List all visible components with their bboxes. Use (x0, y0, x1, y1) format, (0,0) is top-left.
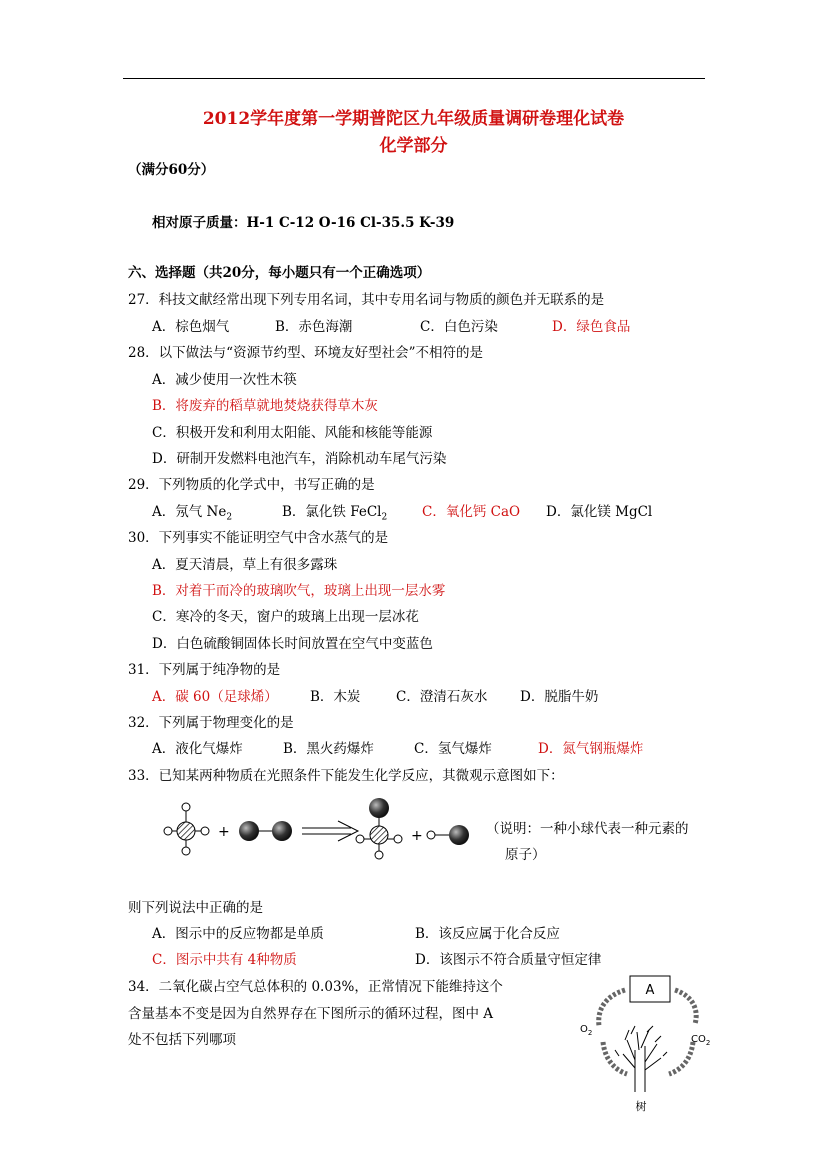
arrow-left-icon (599, 990, 625, 1026)
q33-option-a: A．图示中的反应物都是单质 (152, 926, 324, 942)
arrow-bottom-left-icon (603, 1042, 627, 1074)
q29-stem: 29．下列物质的化学式中，书写正确的是 (128, 477, 375, 493)
q31-stem: 31．下列属于纯净物的是 (128, 662, 281, 678)
plus-sign-2: + (411, 828, 423, 844)
q33-then: 则下列说法中正确的是 (128, 900, 263, 916)
reaction-diagram (155, 795, 495, 865)
atomic-mass: 相对原子质量：H-1 C-12 O-16 Cl-35.5 K-39 (152, 215, 455, 231)
arrow-right-icon (675, 990, 696, 1024)
q33-stem: 33．已知某两种物质在光照条件下能发生化学反应，其微观示意图如下： (128, 768, 564, 784)
q34-line2: 含量基本不变是因为自然界存在下图所示的循环过程，图中 A (128, 1006, 494, 1022)
q27-option-b: B．赤色海潮 (275, 319, 353, 335)
q31-option-d: D．脱脂牛奶 (520, 689, 599, 705)
q29-option-a: A．氖气 $Ne_2$ (152, 504, 233, 523)
o2-label: $O_2$ (580, 1024, 593, 1037)
q33-note-line1: （说明：一种小球代表一种元素的 (486, 821, 689, 837)
reactant-molecule-1 (164, 803, 209, 855)
q27-option-a: A．棕色烟气 (152, 319, 230, 335)
plus-sign-1: + (218, 824, 230, 840)
q30-option-c: C．寒冷的冬天，窗户的玻璃上出现一层冰花 (152, 609, 419, 625)
q28-option-b: B．将废弃的稻草就地焚烧获得草木灰 (152, 398, 378, 414)
q33-option-b: B．该反应属于化合反应 (415, 926, 560, 942)
product-molecule-2 (427, 825, 469, 845)
q29-option-d: D．氯化镁 MgCl (546, 504, 653, 520)
q32-option-d: D．氮气钢瓶爆炸 (538, 741, 644, 757)
top-rule (123, 78, 705, 79)
q27-option-c: C．白色污染 (420, 319, 498, 335)
q33-option-d: D．该图示不符合质量守恒定律 (415, 952, 602, 968)
tree-icon (615, 1026, 667, 1092)
full-score: （满分60分） (128, 162, 215, 178)
reactant-molecule-2 (239, 821, 292, 841)
tree-label: 树 (635, 1100, 647, 1113)
q34-line3: 处不包括下列哪项 (128, 1032, 236, 1048)
q30-option-a: A．夏天清晨，草上有很多露珠 (152, 557, 338, 573)
q28-option-c: C．积极开发和利用太阳能、风能和核能等能源 (152, 425, 433, 441)
box-a-label: A (645, 983, 655, 998)
co2-label: $CO_2$ (691, 1034, 711, 1047)
q33-note-line2: 原子） (505, 847, 546, 863)
carbon-cycle-diagram (575, 970, 725, 1120)
q28-stem: 28．以下做法与“资源节约型、环境友好型社会”不相符的是 (128, 345, 483, 361)
q33-option-c: C．图示中共有 4种物质 (152, 952, 297, 968)
q27-stem: 27．科技文献经常出现下列专用名词，其中专用名词与物质的颜色并无联系的是 (128, 292, 605, 308)
section-heading: 六、选择题（共20分，每小题只有一个正确选项） (128, 265, 431, 281)
page-subtitle: 化学部分 (379, 136, 448, 156)
reaction-arrow (302, 821, 358, 841)
q30-option-d: D．白色硫酸铜固体长时间放置在空气中变蓝色 (152, 636, 433, 652)
q32-stem: 32．下列属于物理变化的是 (128, 715, 294, 731)
q28-option-d: D．研制开发燃料电池汽车，消除机动车尾气污染 (152, 451, 447, 467)
q32-option-a: A．液化气爆炸 (152, 741, 243, 757)
q32-option-b: B．黑火药爆炸 (283, 741, 374, 757)
q34-line1: 34．二氧化碳占空气总体积的 0.03%，正常情况下能维持这个 (128, 979, 503, 995)
q32-option-c: C．氢气爆炸 (414, 741, 492, 757)
q29-option-c: C．氧化钙 CaO (422, 504, 521, 520)
q27-option-d: D．绿色食品 (552, 319, 631, 335)
product-molecule-1 (356, 798, 402, 859)
page-title: 2012学年度第一学期普陀区九年级质量调研卷理化试卷 (202, 109, 625, 129)
arrow-bottom-right-icon (669, 1042, 693, 1074)
q31-option-c: C．澄清石灰水 (396, 689, 488, 705)
q31-option-b: B．木炭 (310, 689, 361, 705)
q28-option-a: A．减少使用一次性木筷 (152, 372, 297, 388)
q29-option-b: B．氯化铁 FeCl$_2$ (282, 504, 388, 523)
q30-option-b: B．对着干而冷的玻璃吹气，玻璃上出现一层水雾 (152, 583, 446, 599)
q30-stem: 30．下列事实不能证明空气中含水蒸气的是 (128, 530, 389, 546)
q31-option-a: A．碳 60（足球烯） (152, 689, 278, 705)
